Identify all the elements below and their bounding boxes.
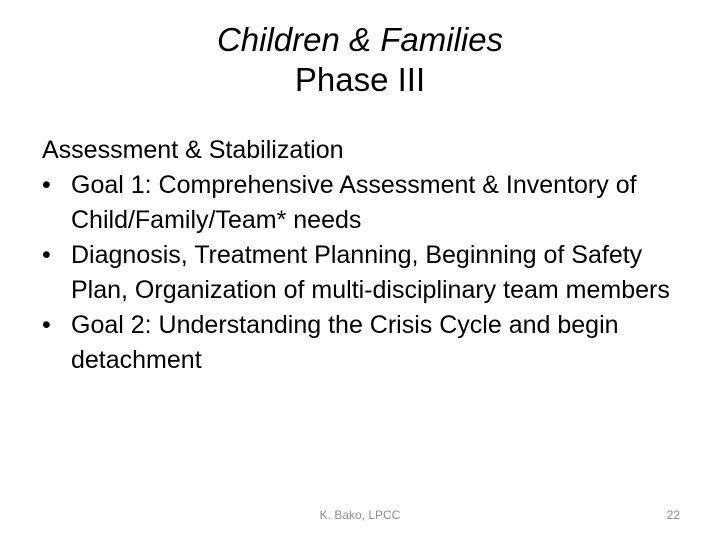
bullet-text: Diagnosis, Treatment Planning, Beginning of Safety Plan, Organization of multi-disciplinary team members xyxy=(71,241,670,304)
title-line-1: Children & Families xyxy=(216,21,504,58)
bullet-text: Goal 1: Comprehensive Assessment & Inventory of Child/Family/Team* needs xyxy=(71,171,637,234)
bullet-icon: • xyxy=(42,311,51,339)
slide-body xyxy=(42,133,692,378)
section-heading: Assessment & Stabilization xyxy=(42,136,344,164)
bullet-icon: • xyxy=(42,241,51,269)
bullet-item-diagnosis xyxy=(42,238,692,308)
bullet-text: Goal 2: Understanding the Crisis Cycle and begin detachment xyxy=(71,311,619,374)
bullet-icon: • xyxy=(42,171,51,199)
bullet-item-goal-1 xyxy=(42,168,692,238)
page-number: 22 xyxy=(666,508,680,522)
bullet-item-goal-2 xyxy=(42,308,692,378)
bullet-list xyxy=(42,168,692,378)
title-line-2: Phase III xyxy=(294,61,426,98)
footer-author: K. Bako, LPCC xyxy=(319,508,401,522)
slide-title xyxy=(60,20,660,100)
